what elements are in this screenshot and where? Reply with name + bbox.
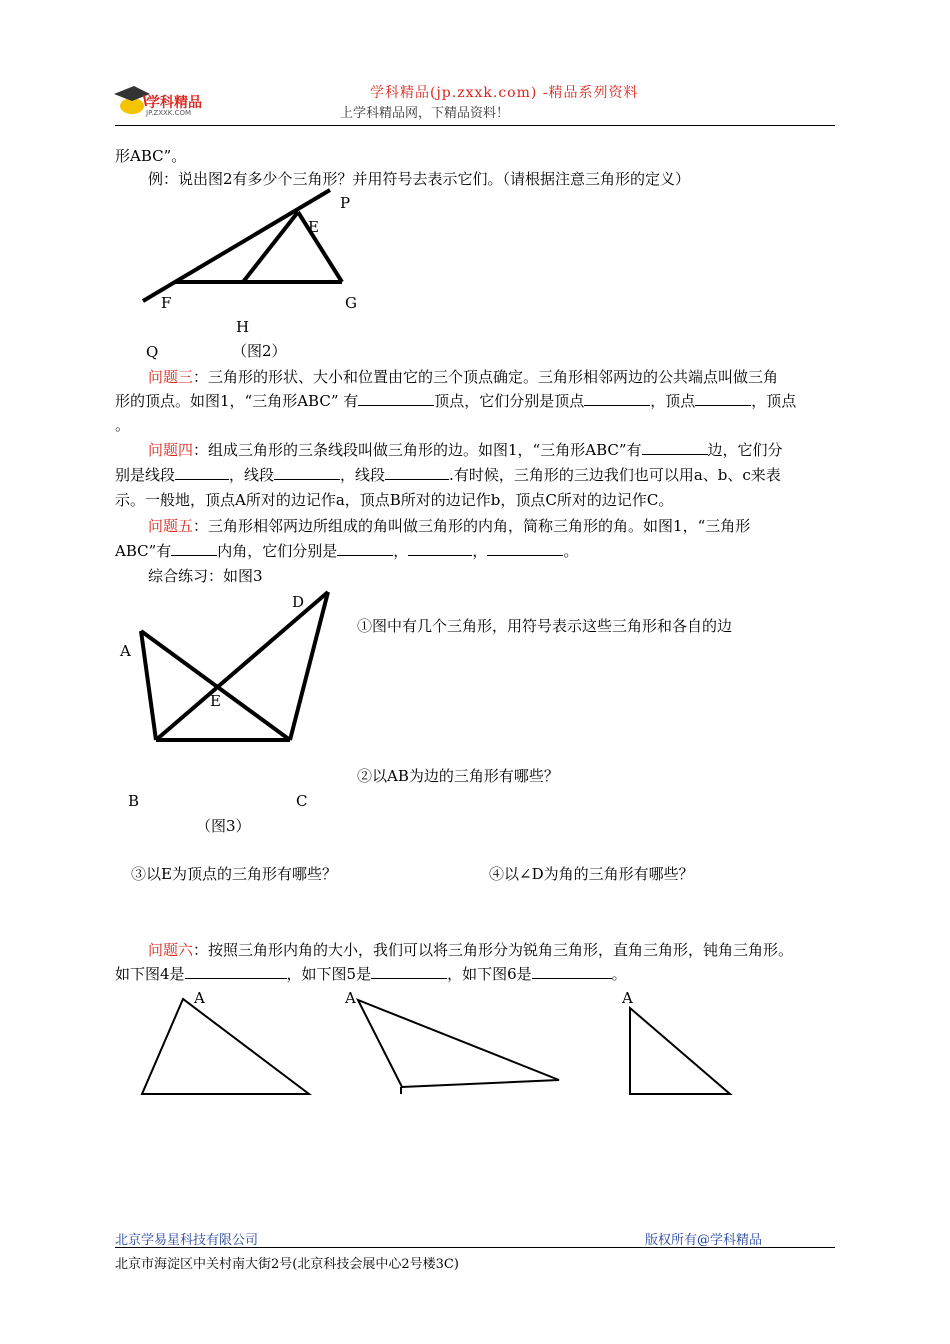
- fig2-label-f: F: [161, 294, 172, 312]
- q3-line-3: 。: [115, 416, 131, 434]
- fig4-acute-triangle: [142, 999, 309, 1094]
- fig2-caption: （图2）: [232, 342, 287, 360]
- fig4-label-a: A: [194, 989, 205, 1007]
- fig3-label-a: A: [120, 642, 131, 660]
- q5-comma-1: ，: [393, 542, 409, 560]
- q4-line-3: 示。一般地，顶点A所对的边记作a，顶点B所对的边记作b，顶点C所对的边记作C。: [115, 491, 674, 509]
- fig5-obtuse-triangle: [358, 1000, 559, 1087]
- footer-company: 北京学易星科技有限公司: [115, 1233, 259, 1248]
- q4-text-2d: .有时候，三角形的三边我们也可以用a、b、c来表: [449, 466, 781, 484]
- practice-q1: ①图中有几个三角形，用符号表示这些三角形和各自的边: [357, 617, 733, 635]
- fig3-label-d: D: [292, 593, 305, 611]
- example-text: 例：说出图2有多少个三角形？并用符号去表示它们。（请根据注意三角形的定义）: [148, 170, 691, 188]
- footer-rule: [115, 1247, 835, 1248]
- practice-heading: 综合练习：如图3: [148, 567, 263, 585]
- q3-text-2b: 顶点，它们分别是顶点: [434, 392, 585, 410]
- practice-q3: ③以E为顶点的三角形有哪些？: [131, 865, 337, 883]
- fig2-label-q: Q: [146, 343, 159, 361]
- q4-text-2a: 别是线段: [115, 466, 176, 484]
- q4-text-2b: ，线段: [229, 466, 275, 484]
- header-slogan: 上学科精品网，下精品资料！: [340, 106, 510, 121]
- footer-copyright: 版权所有@学科精品: [645, 1233, 763, 1248]
- q6-text-2a: 如下图4是: [115, 965, 185, 983]
- q4-text-2c: ，线段: [340, 466, 386, 484]
- fig2-label-g: G: [345, 294, 357, 312]
- text-line-0: 形ABC”。: [115, 147, 187, 165]
- fig3-label-c: C: [296, 792, 308, 810]
- q4-text-1b: 边，它们分: [707, 441, 783, 459]
- q5-end: 。: [563, 542, 579, 560]
- q6-text-2d: 。: [611, 965, 627, 983]
- practice-q2: ②以AB为边的三角形有哪些？: [357, 767, 559, 785]
- q5-text-2b: 内角，它们分别是: [217, 542, 338, 560]
- q3-text-2d: ，顶点: [751, 392, 797, 410]
- fig6-right-triangle: [630, 1008, 730, 1094]
- fig2-label-e: E: [308, 218, 319, 236]
- logo-subtext: JP.ZXXK.COM: [146, 109, 192, 117]
- q3-text-1: ：三角形的形状、大小和位置由它的三个顶点确定。三角形相邻两边的公共端点叫做三角: [193, 368, 779, 386]
- fig2-label-h: H: [236, 318, 250, 336]
- q5-comma-2: ，: [472, 542, 488, 560]
- fig5-label-a: A: [345, 989, 356, 1007]
- q3-label: 问题三: [148, 368, 194, 386]
- fig3-label-b: B: [128, 792, 140, 810]
- fig3-label-e: E: [210, 692, 221, 710]
- fig6-label-a: A: [622, 989, 633, 1007]
- q4-text-1a: ：组成三角形的三条线段叫做三角形的边。如图1，“三角形ABC”有: [193, 441, 642, 459]
- q6-text-2c: ，如下图6是: [447, 965, 532, 983]
- q5-text-2a: ABC”有: [115, 542, 172, 560]
- fig3-caption: （图3）: [196, 817, 251, 835]
- q6-text-2b: ，如下图5是: [286, 965, 372, 983]
- logo-text: 学科精品: [146, 95, 202, 111]
- q5-text-1: ：三角形相邻两边所组成的角叫做三角形的内角，简称三角形的角。如图1，“三角形: [193, 517, 751, 535]
- q5-label: 问题五: [148, 517, 194, 535]
- q3-text-2a: 形的顶点。如图1，“三角形ABC” 有: [115, 392, 359, 410]
- practice-q4: ④以∠D为角的三角形有哪些？: [489, 865, 694, 883]
- footer-address: 北京市海淀区中关村南大街2号(北京科技会展中心2号楼3C): [115, 1257, 459, 1272]
- fig2-label-p: P: [340, 194, 351, 212]
- q3-text-2c: ，顶点: [650, 392, 696, 410]
- q6-text-1: ：按照三角形内角的大小，我们可以将三角形分为锐角三角形，直角三角形，钝角三角形。: [193, 941, 794, 959]
- q6-label: 问题六: [148, 941, 194, 959]
- header-title-text: 学科精品(jp.zxxk.com) -精品系列资料: [370, 85, 639, 101]
- q4-label: 问题四: [148, 441, 194, 459]
